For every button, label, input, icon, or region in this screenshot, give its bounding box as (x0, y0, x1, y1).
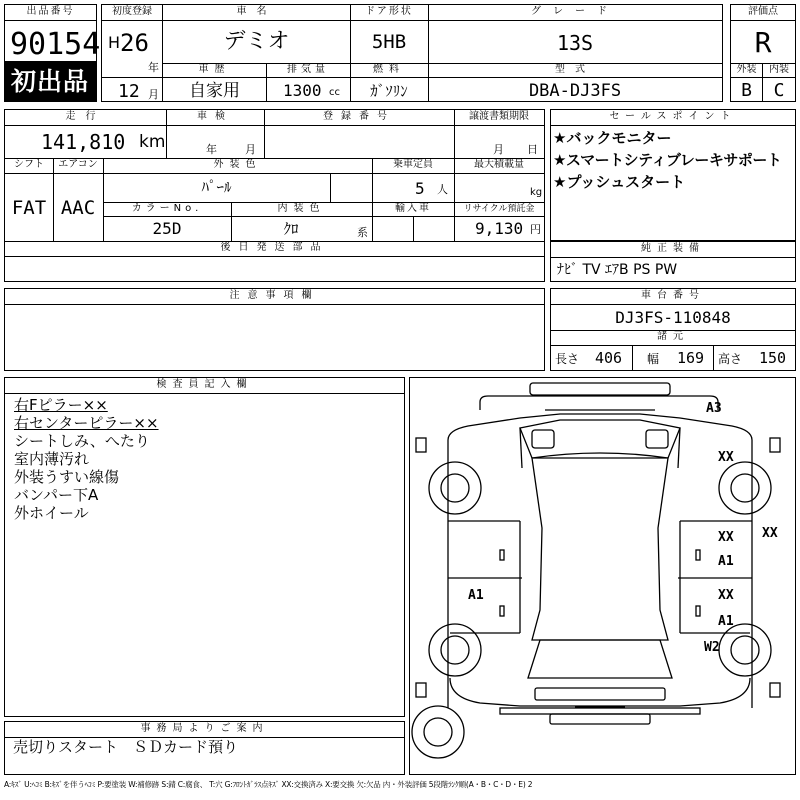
score-block (730, 4, 796, 102)
car-diagram (410, 378, 795, 774)
ac-label: エアコン (58, 159, 98, 170)
score-label: 評価点 (748, 6, 778, 17)
damage-mark: A1 (718, 554, 734, 569)
dims-label: 諸元 (657, 331, 689, 342)
color-number: 25D (152, 219, 182, 238)
damage-mark: XX (718, 450, 734, 465)
lot-number: 90154 (10, 27, 101, 62)
interior-color-unit: 系 (357, 226, 368, 239)
year-unit: 年 (148, 61, 159, 74)
first-listing-badge (4, 62, 97, 102)
shift-label: シフト (14, 159, 44, 170)
detail-grid (4, 109, 545, 282)
inspector-note: 外ホイール (14, 504, 89, 522)
exterior-color-label: 外装色 (213, 159, 262, 170)
car-diagram-box (409, 377, 796, 775)
history: 自家用 (189, 81, 240, 101)
damage-mark: A3 (706, 401, 722, 416)
later-parts-label: 後日発送部品 (220, 242, 329, 253)
grade: 13S (556, 31, 594, 55)
first-registration-year: 26 (120, 29, 149, 57)
inspection-month-unit: 月 (245, 143, 256, 156)
model-code: DBA-DJ3FS (528, 81, 622, 101)
damage-mark: XX (718, 588, 734, 603)
grade-label: グレード (531, 6, 619, 17)
exterior-grade: B (741, 80, 752, 101)
door-type: 5HB (371, 31, 407, 53)
max-load-label: 最大積載量 (474, 159, 524, 170)
fuel: ｶﾞｿﾘﾝ (370, 82, 408, 100)
caution-label: 注意事項欄 (229, 290, 320, 301)
vehicle-info-block (162, 4, 723, 102)
damage-mark: A1 (718, 614, 734, 629)
width: 169 (677, 349, 705, 367)
inspector-note: 外装うすい線傷 (14, 468, 120, 486)
registration-number-label: 登録番号 (323, 111, 395, 122)
capacity: 5 (415, 179, 425, 198)
inspector-note: シートしみ、へたり (14, 432, 150, 450)
inspection-year-unit: 年 (206, 143, 217, 156)
first-listing-text: 初出品 (11, 67, 90, 96)
selling-point-item: ★プッシュスタート (553, 173, 686, 191)
capacity-unit: 人 (437, 183, 448, 196)
mileage: 141,810 (41, 130, 126, 154)
import-label: 輸入車 (395, 203, 431, 214)
recycle-unit: 円 (530, 223, 541, 236)
month-unit: 月 (148, 88, 159, 101)
chassis-box (550, 288, 796, 371)
mileage-label: 走行 (65, 111, 106, 122)
interior-color-label: 内装色 (277, 203, 326, 214)
damage-mark: XX (718, 530, 734, 545)
capacity-label: 乗車定員 (393, 159, 433, 170)
equipment-label: 純正装備 (641, 243, 705, 254)
inspector-notes-box (4, 377, 405, 717)
length-label: 長さ (555, 352, 580, 366)
damage-mark: A1 (468, 588, 484, 603)
selling-point-item: ★バックモニター (553, 129, 672, 147)
color-number-label: カラーNo. (131, 203, 203, 214)
interior-color: ｸﾛ (283, 220, 299, 238)
mileage-unit: km (139, 132, 166, 152)
displacement-label: 排気量 (287, 64, 329, 75)
interior-grade-label: 内装 (769, 64, 789, 75)
exterior-color: ﾊﾟｰﾙ (201, 178, 232, 196)
max-load-unit: kg (530, 187, 543, 198)
height-label: 高さ (718, 352, 743, 366)
history-label: 車歴 (198, 64, 231, 75)
recycle-fee: 9,130 (475, 219, 524, 238)
era-letter: H (108, 33, 121, 52)
door-label: ドア形状 (365, 6, 413, 17)
inspector-label: 検査員記入欄 (156, 379, 253, 390)
inspector-note: バンパー下A (14, 486, 99, 504)
transfer-day-unit: 日 (527, 143, 538, 156)
inspector-note: 右Fピラー×× (14, 396, 108, 414)
length: 406 (595, 349, 623, 367)
office-label: 事務局よりご案内 (140, 723, 269, 734)
chassis-number: DJ3FS-110848 (615, 308, 731, 327)
displacement-unit: cc (329, 87, 340, 98)
caution-box (4, 288, 545, 371)
damage-mark: XX (762, 526, 778, 541)
damage-legend: A:ｷｽﾞ U:ﾍｺﾐ B:ｷｽﾞを伴うﾍｺﾐ P:要塗装 W:補修跡 S:錆 C:腐食、 T:穴 G:ﾌﾛﾝﾄｶﾞﾗｽ点ｷｽﾞ XX:交換済み X:要交換 欠:欠品 内・外装評価 5段階ﾗﾝｸ順(A・B・C・D・E) 2 (4, 780, 533, 789)
office-notice-box (4, 721, 405, 775)
exterior-grade-label: 外装 (736, 64, 757, 75)
inspector-note: 室内薄汚れ (14, 450, 90, 468)
lot-number-label: 出品番号 (26, 6, 75, 17)
shift: FAT (11, 197, 47, 219)
chassis-label: 車台番号 (641, 290, 705, 301)
score: R (754, 26, 772, 59)
recycle-label: リサイクル預託金 (463, 204, 535, 214)
interior-grade: C (773, 80, 785, 101)
equipment-value: ﾅﾋﾞ TV ｴｱB PS PW (557, 262, 678, 278)
model-name-label: 車名 (236, 6, 277, 17)
selling-points-box (550, 109, 796, 241)
first-registration-cell (101, 4, 163, 102)
fuel-label: 燃料 (373, 64, 405, 75)
equipment-box (550, 241, 796, 282)
first-registration-month: 12 (118, 81, 140, 102)
model-name: デミオ (223, 29, 290, 54)
selling-points-label: セールスポイント (609, 111, 737, 122)
height: 150 (759, 349, 787, 367)
damage-mark: W2 (704, 640, 720, 655)
lot-number-cell (4, 4, 101, 62)
width-label: 幅 (647, 352, 660, 366)
office-notice: 売切りスタート ＳＤカード預り (13, 738, 239, 756)
first-registration-label: 初度登録 (112, 6, 152, 17)
inspection-label: 車検 (197, 111, 233, 122)
displacement: 1300 (283, 81, 322, 100)
selling-point-item: ★スマートシティブレーキサポート (553, 151, 782, 169)
model-code-label: 型式 (555, 64, 595, 75)
transfer-deadline-label: 譲渡書類期限 (469, 111, 529, 122)
ac: AAC (60, 197, 96, 219)
inspector-note: 右センターピラー×× (14, 414, 159, 432)
transfer-month-unit: 月 (493, 143, 504, 156)
